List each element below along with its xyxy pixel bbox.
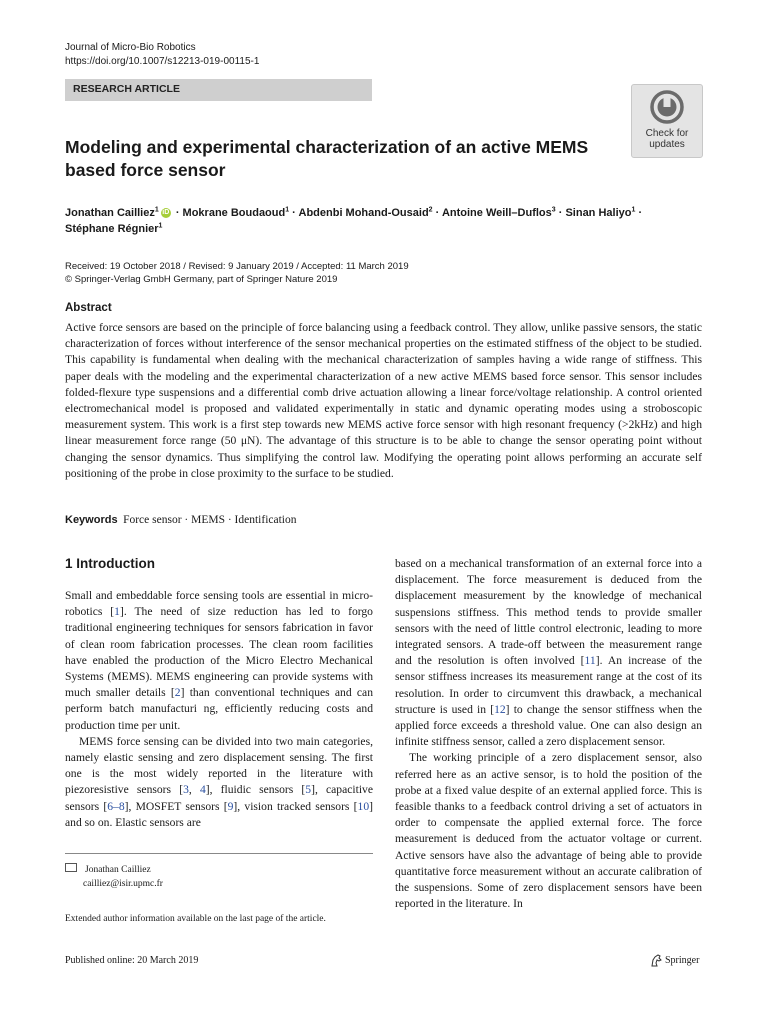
author-name: Jonathan Cailliez: [65, 207, 155, 219]
citation-link[interactable]: 11: [584, 654, 596, 668]
extended-author-info: Extended author information available on the last page of the article.: [65, 914, 326, 924]
check-badge-line1: Check for: [645, 128, 689, 139]
keywords-label: Keywords: [65, 514, 118, 526]
citation-link[interactable]: 4: [199, 783, 206, 797]
contact-name: Jonathan Cailliez: [85, 865, 151, 875]
author-name: Mokrane Boudaoud: [182, 207, 286, 219]
article-dates: [65, 260, 409, 286]
paragraph: MEMS force sensing can be divided into two main categories, namely elastic sensing and zero displacement sensing. The first one is the most widely reported in the literature with piezoresistive sensors [3, 4], fluidic sensors [5], capacitive sensors [6–8], MOSFET sensors [9], vision tracked sensors [10] and so on. Elastic sensors are: [65, 734, 374, 829]
left-column: [65, 588, 373, 831]
copyright-line: © Springer-Verlag GmbH Germany, part of Springer Nature 2019: [65, 274, 338, 285]
author-name: Antoine Weill–Duflos: [441, 207, 552, 219]
citation-link[interactable]: 10: [357, 799, 370, 813]
springer-horse-icon: [650, 954, 662, 967]
author-name: Sinan Haliyo: [565, 207, 632, 219]
doi-link[interactable]: https://doi.org/10.1007/s12213-019-00115-1: [65, 56, 260, 67]
abstract-heading: Abstract: [65, 302, 112, 314]
keywords: [65, 514, 297, 526]
check-updates-icon: [650, 90, 684, 124]
author-affiliation: 3: [551, 206, 556, 214]
received-dates: Received: 19 October 2018 / Revised: 9 January 2019 / Accepted: 11 March 2019: [65, 261, 409, 272]
citation-link[interactable]: 9: [227, 799, 234, 813]
citation-link[interactable]: 3: [183, 783, 189, 797]
citation-link[interactable]: 6–8: [107, 799, 125, 813]
journal-name: Journal of Micro-Bio Robotics: [65, 42, 196, 53]
check-badge-line2: updates: [649, 139, 685, 150]
check-for-updates-badge[interactable]: [631, 84, 703, 158]
section-heading-introduction: 1 Introduction: [65, 556, 155, 571]
citation-link[interactable]: 1: [114, 605, 120, 619]
paragraph: Small and embeddable force sensing tools are essential in micro-robotics [1]. The need of size reduction has led to forgo traditional engineering techniques for sensors fabrication in favor of clean room fabrication processes. The clean room facilities have enabled the production of the Micro Electro Mechanical Systems (MEMS). MEMS engineering can provide systems with much smaller details [2] than conventional techniques and can perform batch manufacturi ng, efficiently reducing costs and production time per unit.: [65, 589, 374, 732]
right-column: [395, 556, 702, 912]
author-affiliation: 2: [428, 206, 433, 214]
author-affiliation: 1: [631, 206, 636, 214]
article-title: Modeling and experimental characterization of an active MEMS based force sensor: [65, 137, 589, 180]
publisher-logo: [650, 954, 699, 967]
author-name: Abdenbi Mohand-Ousaid: [298, 207, 429, 219]
corresponding-author: [65, 863, 163, 891]
journal-header: [65, 41, 259, 69]
author-affiliation: 1: [285, 206, 290, 214]
citation-link[interactable]: 5: [305, 783, 312, 797]
contact-email[interactable]: cailliez@isir.upmc.fr: [83, 879, 163, 889]
author-list: Jonathan Cailliez$^1$ iD · Mokrane Boudaoud$^1$ · Abdenbi Mohand-Ousaid$^2$ · Antoine Weill–Duflos$^3$ · Sinan Haliyo$^1$ · Stéphane Régnier$^1$: [65, 206, 643, 235]
publisher-name: Springer: [665, 954, 700, 966]
article-type-label: RESEARCH ARTICLE: [73, 83, 180, 95]
envelope-icon: [65, 863, 77, 872]
paragraph: The working principle of a zero displacement sensor, also referred here as an active sensor, is to hold the position of the probe at a fixed value despite of an external applied force. This is feasible thanks to a feedback control driving a set of actuators in order to compensate the applied external force. The force measurement is deduced from the actuator voltage or current. Active sensors have also the advantage of being able to provide quantitative force measurement without an accurate calibration of the suspensions. Some of zero displacement sensors have been reported in the literature. In: [395, 751, 702, 911]
citation-link[interactable]: 2: [174, 686, 181, 700]
paragraph: based on a mechanical transformation of an external force into a displacement. The force measurement is deduced from the displacement measurement by the knowledge of mechanical suspensions stiffness. This method tends to provide smaller sensors with the need of little control electronic, leading to more integrated sensors. A trade-off between the measurement range and the resolution is often involved [11]. An increase of the sensor stiffness increases its measurement range at the cost of its resolution. In order to circumvent this drawback, a mechanical structure is used in [12] to change the sensor stiffness when the applied force exceeds a threshold value. One can also design an infinite stiffness sensor, called a zero displacement sensor.: [395, 557, 702, 749]
article-type-bar: [65, 79, 372, 101]
abstract-text: Active force sensors are based on the principle of force balancing using a feedback control. They allow, unlike passive sensors, the static characterization of forces without interference of the sensor mechanical properties on the estimated stiffness of the object to be studied. This capability is fundamental when dealing with the mechanical characterization of samples having a wide range of stiffness. This paper deals with the modeling and the experimental characterization of a new active MEMS based force sensor. This sensor includes folded-flexure type suspensions and a differential comb drive actuation allowing a linear force/voltage relationship. A control oriented electromechanical model is proposed and validated experimentally in static and dynamic operating modes using a stroboscopic measurement system. This work is a first step towards new MEMS active force sensor with high resonant frequency (>2kHz) and high linear measurement force range (50 μN). The advantage of this structure is to be able to change the sensor operating point without changing the sensor dynamics. Thus simplifying the control law. Modifying the operating point allows performing an accurate self positioning of the probe in close proximity to the surface to be studied.: [65, 321, 702, 480]
orcid-icon[interactable]: iD: [162, 209, 170, 217]
citation-link[interactable]: 12: [494, 702, 506, 716]
published-date: Published online: 20 March 2019: [65, 955, 199, 966]
author-affiliation: 1: [154, 206, 159, 214]
keywords-text: Force sensor · MEMS · Identification: [123, 514, 297, 526]
author-affiliation: 1: [158, 222, 163, 230]
author-name: Stéphane Régnier: [65, 223, 159, 235]
footnote-divider: [65, 853, 373, 854]
